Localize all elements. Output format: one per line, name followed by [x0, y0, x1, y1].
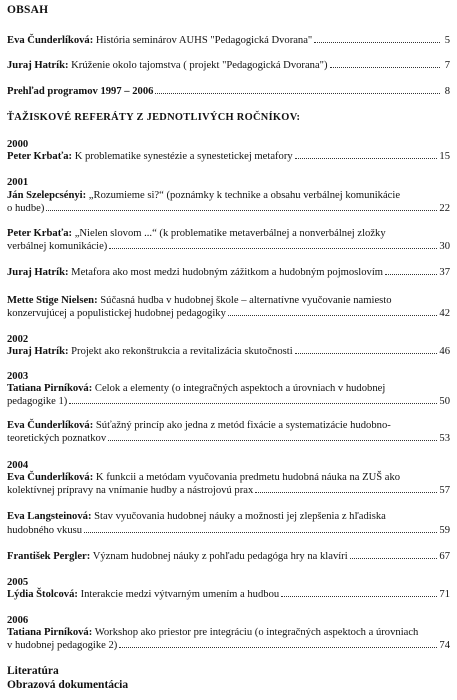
- entry-author: Mette Stige Nielsen:: [7, 295, 98, 306]
- entry-title: Krúženie okolo tajomstva ( projekt "Pedagogická Dvorana"): [68, 60, 328, 71]
- entry-title-continued: teoretických poznatkov: [7, 433, 107, 444]
- entry-author: Eva Čunderlíková:: [7, 420, 94, 431]
- toc-entry: [7, 86, 450, 99]
- entry-author: Juraj Hatrík:: [7, 267, 69, 278]
- year-heading: 2003: [7, 371, 29, 382]
- entry-author: František Pergler:: [7, 551, 91, 562]
- entry-author: Peter Krbaťa:: [7, 151, 73, 162]
- year-heading: 2005: [7, 577, 29, 588]
- leader-dots: [108, 440, 437, 441]
- toc-entry-line: [7, 295, 450, 308]
- leader-dots: [84, 532, 437, 533]
- entry-page: 30: [439, 241, 450, 252]
- entry-title: Metafora ako most medzi hudobným zážitkom a hudobným pojmoslovím: [68, 267, 384, 278]
- toc-closing-literature: Literatúra: [7, 665, 59, 677]
- entry-author: Juraj Hatrík:: [7, 60, 69, 71]
- entry-page: 50: [439, 396, 450, 407]
- entry-title-continued: kolektívnej prípravy na vnímanie hudby a nástrojovú prax: [7, 485, 254, 496]
- toc-heading: OBSAH: [7, 4, 49, 16]
- entry-page: 15: [439, 151, 450, 162]
- leader-dots: [330, 67, 441, 68]
- leader-dots: [69, 403, 437, 404]
- toc-entry: [7, 35, 450, 48]
- toc-entry-line: [7, 190, 450, 203]
- entry-title: Workshop ako priestor pre integráciu (o integračných aspektoch a úrovniach: [92, 627, 419, 638]
- entry-title: Význam hudobnej náuky z pohľadu pedagóga hry na klavíri: [90, 551, 348, 562]
- entry-page: 57: [439, 485, 450, 496]
- toc-entry: [7, 308, 450, 321]
- entry-page: 59: [439, 525, 450, 536]
- entry-title: Interakcie medzi výtvarným umením a hudbou: [77, 589, 280, 600]
- entry-title-continued: o hudbe): [7, 203, 45, 214]
- toc-entry: [7, 485, 450, 498]
- entry-title: Stav vyučovania hudobnej náuky a možnosti jej zlepšenia z hľadiska: [91, 511, 386, 522]
- entry-page: 71: [439, 589, 450, 600]
- entry-page: 53: [439, 433, 450, 444]
- toc-entry: [7, 241, 450, 254]
- leader-dots: [295, 353, 438, 354]
- toc-entry: [7, 640, 450, 653]
- leader-dots: [295, 158, 438, 159]
- entry-title: K problematike synestézie a synestetickej metafory: [72, 151, 293, 162]
- leader-dots: [155, 93, 440, 94]
- entry-title-continued: hudobného vkusu: [7, 525, 83, 536]
- entry-title: Projekt ako rekonštrukcia a revitalizácia skutočnosti: [68, 346, 293, 357]
- entry-title-continued: konzervujúcej a populistickej hudobnej pedagogiky: [7, 308, 226, 319]
- entry-page: 67: [439, 551, 450, 562]
- toc-entry-line: [7, 511, 450, 524]
- toc-entry-line: [7, 383, 450, 396]
- entry-title: História seminárov AUHS "Pedagogická Dvorana": [93, 35, 313, 46]
- entry-title: „Nielen slovom ...“ (k problematike metaverbálnej a nonverbálnej zložky: [72, 228, 386, 239]
- toc-entry: [7, 396, 450, 409]
- entry-author: Eva Čunderlíková:: [7, 35, 94, 46]
- entry-title-continued: pedagogike 1): [7, 396, 68, 407]
- leader-dots: [314, 42, 440, 43]
- entry-page: 42: [439, 308, 450, 319]
- year-heading: 2000: [7, 139, 29, 150]
- leader-dots: [119, 647, 437, 648]
- year-heading: 2004: [7, 460, 29, 471]
- toc-entry-line: [7, 228, 450, 241]
- entry-page: 37: [439, 267, 450, 278]
- entry-author: Lýdia Štolcová:: [7, 589, 78, 600]
- toc-entry: [7, 203, 450, 216]
- entry-page: 46: [439, 346, 450, 357]
- entry-author: Tatiana Pirníková:: [7, 627, 93, 638]
- entry-page: 22: [439, 203, 450, 214]
- year-heading: 2006: [7, 615, 29, 626]
- leader-dots: [281, 596, 437, 597]
- entry-author: Eva Čunderlíková:: [7, 472, 94, 483]
- toc-entry: [7, 60, 450, 73]
- leader-dots: [46, 210, 437, 211]
- toc-entry: [7, 525, 450, 538]
- entry-author: Prehľad programov 1997 – 2006: [7, 86, 154, 97]
- entry-title: Celok a elementy (o integračných aspektoch a úrovniach v hudobnej: [92, 383, 386, 394]
- entry-page: 5: [444, 35, 450, 46]
- toc-entry: [7, 267, 450, 280]
- entry-author: Ján Szelepcsényi:: [7, 190, 87, 201]
- entry-author: Eva Langsteinová:: [7, 511, 92, 522]
- year-heading: 2001: [7, 177, 29, 188]
- leader-dots: [228, 315, 438, 316]
- year-heading: 2002: [7, 334, 29, 345]
- entry-page: 7: [444, 60, 450, 71]
- entry-title: K funkcii a metódam vyučovania predmetu hudobná náuka na ZUŠ ako: [93, 472, 401, 483]
- toc-entry-line: [7, 472, 450, 485]
- toc-entry: [7, 433, 450, 446]
- entry-page: 8: [444, 86, 450, 97]
- toc-entry: [7, 589, 450, 602]
- toc-entry-line: [7, 420, 450, 433]
- toc-closing-images: Obrazová dokumentácia: [7, 679, 129, 691]
- entry-title-continued: v hudobnej pedagogike 2): [7, 640, 118, 651]
- entry-author: Tatiana Pirníková:: [7, 383, 93, 394]
- entry-title: Súčasná hudba v hudobnej škole – alternatívne vyučovanie namiesto: [97, 295, 392, 306]
- toc-entry: [7, 151, 450, 164]
- entry-author: Juraj Hatrík:: [7, 346, 69, 357]
- section-heading: ŤAŽISKOVÉ REFERÁTY Z JEDNOTLIVÝCH ROČNÍKOV:: [7, 112, 301, 123]
- toc-entry: [7, 551, 450, 564]
- entry-title: „Rozumieme si?“ (poznámky k technike a obsahu verbálnej komunikácie: [86, 190, 401, 201]
- entry-title: Súťažný princíp ako jedna z metód fixácie a systematizácie hudobno-: [93, 420, 391, 431]
- leader-dots: [255, 492, 437, 493]
- entry-page: 74: [439, 640, 450, 651]
- entry-title-continued: verbálnej komunikácie): [7, 241, 108, 252]
- leader-dots: [109, 248, 437, 249]
- leader-dots: [350, 558, 438, 559]
- entry-author: Peter Krbaťa:: [7, 228, 73, 239]
- leader-dots: [385, 274, 437, 275]
- toc-entry-line: [7, 627, 450, 640]
- toc-entry: [7, 346, 450, 359]
